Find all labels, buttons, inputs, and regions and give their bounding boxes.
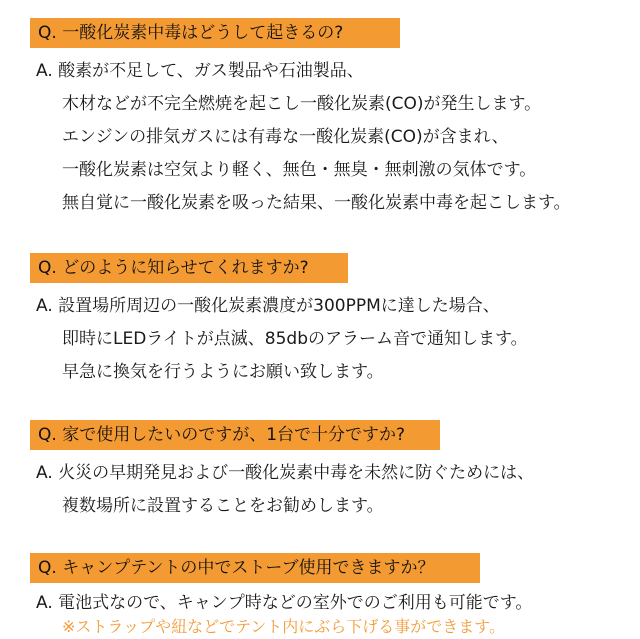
faq-answer-4-line-1: A. 電池式なので、キャンプ時などの室外でのご利用も可能です。	[36, 593, 533, 613]
faq-question-4	[30, 553, 480, 583]
faq-answer-3-line-2: 複数場所に設置することをお勧めします。	[62, 496, 384, 516]
question-text: Q. 家で使用したいのですが、1台で十分ですか?	[38, 425, 406, 445]
question-text: Q. 一酸化炭素中毒はどうして起きるの?	[38, 23, 344, 43]
faq-answer-2-line-2: 即時にLEDライトが点滅、85dbのアラーム音で通知します。	[62, 329, 528, 349]
faq-answer-1-line-2: 木材などが不完全燃焼を起こし一酸化炭素(CO)が発生します。	[62, 94, 542, 114]
faq-question-1	[30, 18, 400, 48]
faq-answer-1-line-3: エンジンの排気ガスには有毒な一酸化炭素(CO)が含まれ、	[62, 127, 509, 147]
faq-answer-1-line-5: 無自覚に一酸化炭素を吸った結果、一酸化炭素中毒を起こします。	[62, 193, 571, 213]
faq-answer-1-line-4: 一酸化炭素は空気より軽く、無色・無臭・無刺激の気体です。	[62, 160, 537, 180]
question-text: Q. どのように知らせてくれますか?	[38, 258, 309, 278]
faq-question-3	[30, 420, 440, 450]
faq-question-2	[30, 253, 348, 283]
faq-answer-1-line-1: A. 酸素が不足して、ガス製品や石油製品、	[36, 61, 364, 81]
faq-answer-4-note: ※ストラップや紐などでテント内にぶら下げる事ができます。	[62, 617, 506, 636]
faq-answer-2-line-1: A. 設置場所周辺の一酸化炭素濃度が300PPMに達した場合、	[36, 296, 500, 316]
faq-answer-3-line-1: A. 火災の早期発見および一酸化炭素中毒を未然に防ぐためには、	[36, 463, 535, 483]
faq-answer-2-line-3: 早急に換気を行うようにお願い致します。	[62, 362, 384, 382]
question-text: Q. キャンプテントの中でストーブ使用できますか？	[38, 558, 435, 578]
